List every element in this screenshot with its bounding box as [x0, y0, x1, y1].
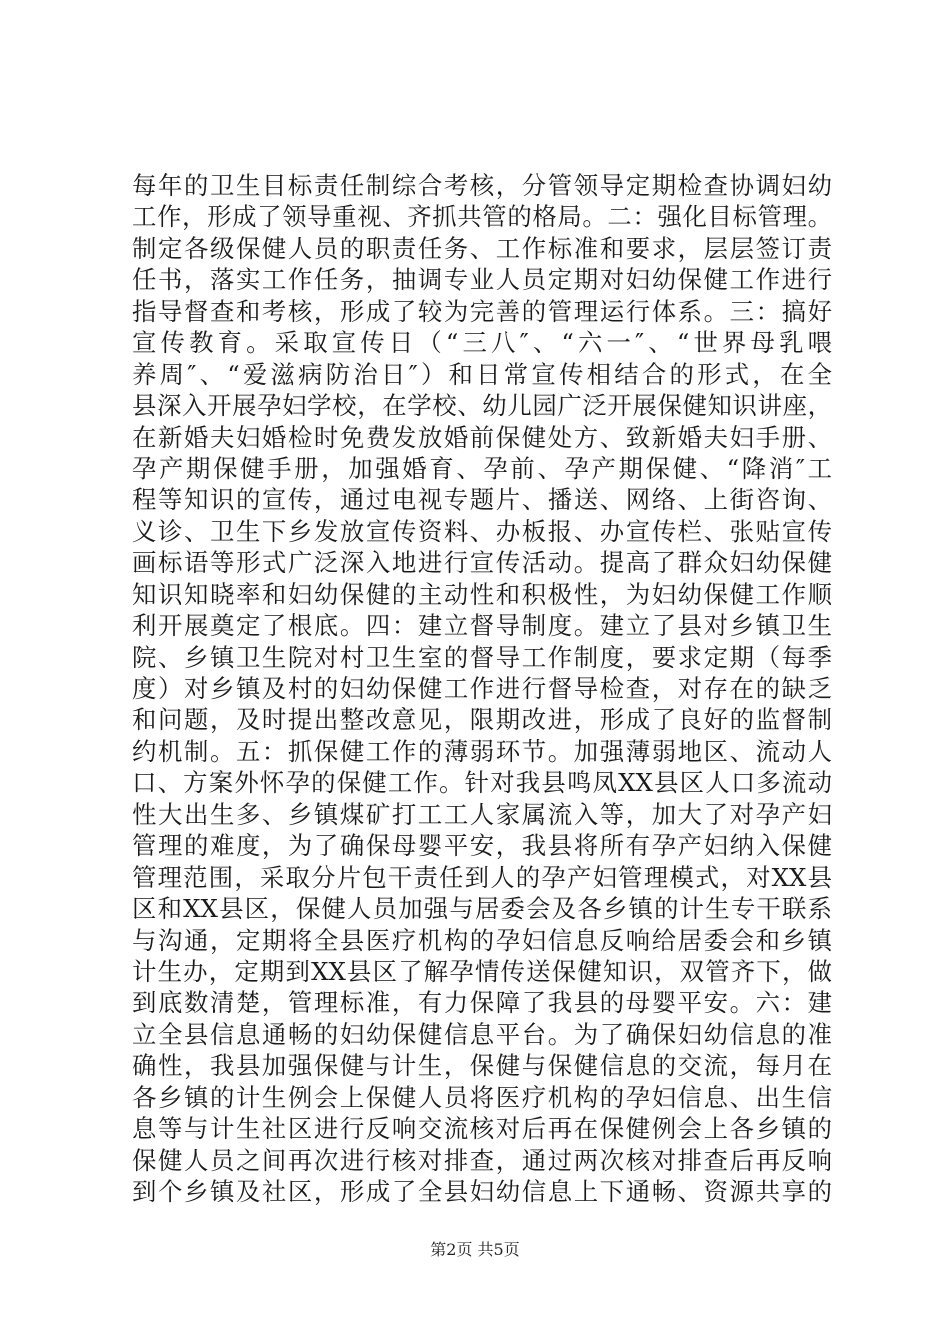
text-line: 各乡镇的计生例会上保健人员将医疗机构的孕妇信息、出生信 — [132, 1082, 832, 1112]
text-line: 和问题，及时提出整改意见，限期改进，形成了良好的监督制 — [132, 705, 832, 735]
body-text — [132, 170, 832, 1207]
text-line: 计生办，定期到XX县区了解孕情传送保健知识，双管齐下，做 — [132, 956, 832, 986]
text-line: 管理范围，采取分片包干责任到人的孕产妇管理模式，对XX县 — [132, 862, 832, 892]
text-line: 立全县信息通畅的妇幼保健信息平台。为了确保妇幼信息的准 — [132, 1019, 832, 1049]
text-line: 每年的卫生目标责任制综合考核，分管领导定期检查协调妇幼 — [132, 171, 832, 200]
text-line: 任书，落实工作任务，抽调专业人员定期对妇幼保健工作进行 — [132, 265, 832, 295]
text-line: 到底数清楚，管理标准，有力保障了我县的母婴平安。六：建 — [132, 988, 832, 1018]
text-line: 利开展奠定了根底。四：建立督导制度。建立了县对乡镇卫生 — [132, 611, 832, 641]
text-line: 宣传教育。采取宣传日（“三八″、“六一″、“世界母乳喂 — [132, 328, 832, 358]
text-line: 县深入开展孕妇学校，在学校、幼儿园广泛开展保健知识讲座， — [132, 391, 832, 421]
text-line: 知识知晓率和妇幼保健的主动性和积极性，为妇幼保健工作顺 — [132, 579, 832, 609]
text-line: 到个乡镇及社区，形成了全县妇幼信息上下通畅、资源共享的 — [132, 1177, 832, 1206]
text-line: 息等与计生社区进行反响交流核对后再在保健例会上各乡镇的 — [132, 1114, 832, 1144]
text-line: 孕产期保健手册，加强婚育、孕前、孕产期保健、“降消″工 — [132, 453, 832, 483]
text-line: 制定各级保健人员的职责任务、工作标准和要求，层层签订责 — [132, 233, 832, 263]
text-line: 约机制。五：抓保健工作的薄弱环节。加强薄弱地区、流动人 — [132, 736, 832, 766]
text-line: 在新婚夫妇婚检时免费发放婚前保健处方、致新婚夫妇手册、 — [132, 422, 832, 452]
text-line: 确性，我县加强保健与计生，保健与保健信息的交流，每月在 — [132, 1051, 832, 1081]
text-line: 院、乡镇卫生院对村卫生室的督导工作制度，要求定期（每季 — [132, 642, 832, 672]
text-line: 度）对乡镇及村的妇幼保健工作进行督导检查，对存在的缺乏 — [132, 674, 832, 703]
text-line: 与沟通，定期将全县医疗机构的孕妇信息反响给居委会和乡镇 — [132, 925, 832, 955]
page-footer: 第2页 共5页 — [430, 1240, 520, 1259]
text-line: 口、方案外怀孕的保健工作。针对我县鸣凤XX县区人口多流动 — [132, 768, 832, 798]
text-line: 区和XX县区，保健人员加强与居委会及各乡镇的计生专干联系 — [132, 894, 832, 924]
text-line: 指导督查和考核，形成了较为完善的管理运行体系。三：搞好 — [132, 296, 832, 326]
text-line: 性大出生多、乡镇煤矿打工工人家属流入等，加大了对孕产妇 — [132, 799, 832, 829]
text-line: 保健人员之间再次进行核对排查，通过两次核对排查后再反响 — [132, 1145, 832, 1175]
text-line: 程等知识的宣传，通过电视专题片、播送、网络、上街咨询、 — [132, 485, 832, 515]
text-line: 管理的难度，为了确保母婴平安，我县将所有孕产妇纳入保健 — [132, 831, 832, 861]
text-line: 养周″、“爱滋病防治日″）和日常宣传相结合的形式，在全 — [132, 359, 832, 389]
text-line: 画标语等形式广泛深入地进行宣传活动。提高了群众妇幼保健 — [132, 548, 832, 578]
text-line: 工作，形成了领导重视、齐抓共管的格局。二：强化目标管理。 — [132, 202, 832, 232]
text-line: 义诊、卫生下乡发放宣传资料、办板报、办宣传栏、张贴宣传 — [132, 516, 832, 546]
